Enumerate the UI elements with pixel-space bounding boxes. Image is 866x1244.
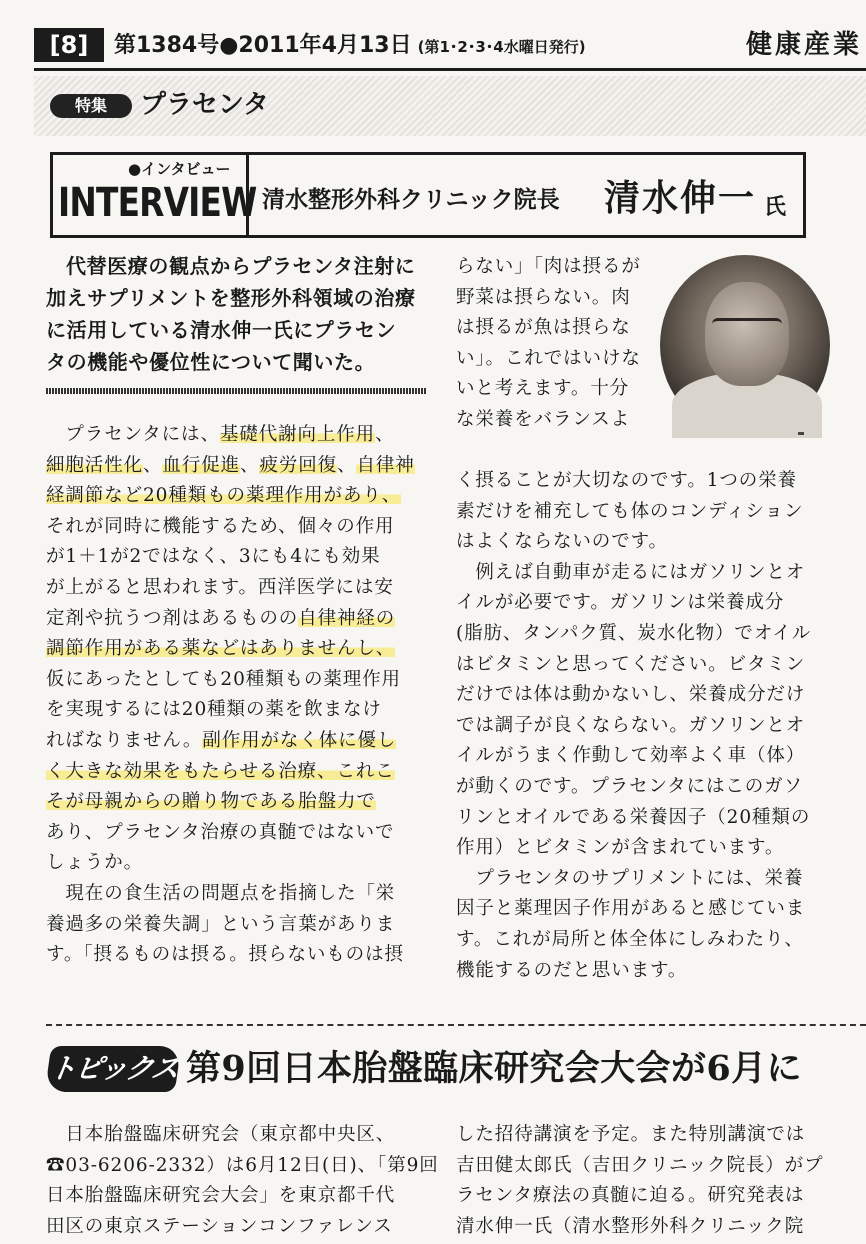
highlighted-text: 基礎代謝向上作用 — [219, 424, 376, 445]
photo-mark — [798, 432, 804, 435]
lead-line: 代替医療の観点からプラセンタ注射に — [66, 254, 416, 278]
body-text: 、 — [240, 454, 260, 476]
lead-line: に活用している清水伸一氏にプラセン — [46, 318, 397, 342]
body-line: 作用）とビタミンが含まれています。 — [456, 837, 785, 859]
body-line: は摂るが魚は摂らな — [456, 317, 631, 339]
body-line: リンとオイルである栄養因子（20種類の — [456, 806, 811, 828]
body-line: 日本胎盤臨床研究会（東京都中央区、 — [46, 1124, 396, 1145]
feature-title: プラセンタ — [140, 90, 269, 120]
body-line — [46, 451, 426, 482]
body-line — [46, 512, 426, 543]
highlighted-text: 副作用がなく体に優し — [202, 729, 397, 751]
highlighted-text: 血行促進 — [162, 454, 241, 476]
body-line: す。これが局所と体全体にしみわたり、 — [456, 928, 804, 950]
highlighted-text: 調節作用がある薬などはありませんし、 — [46, 638, 396, 660]
body-line: く摂ることが大切なのです。1つの栄養 — [456, 470, 797, 491]
body-text: プラセンタには、 — [46, 424, 220, 445]
body-text: 養過多の栄養失調」という言葉がありま — [46, 913, 396, 935]
body-line: プラセンタのサプリメントには、栄養 — [456, 867, 804, 889]
body-line: (脂肪、タンパク質、炭水化物）でオイル — [456, 622, 812, 644]
body-text: 、 — [337, 454, 357, 476]
topics-headline: 第9回日本胎盤臨床研究会大会が6月に — [186, 1048, 802, 1089]
interview-kicker: ●インタビュー — [128, 160, 231, 178]
article-lead — [46, 250, 426, 378]
body-line: 日本胎盤臨床研究会大会」を東京都千代 — [46, 1185, 396, 1207]
body-line — [46, 757, 426, 788]
interviewee-honorific: 氏 — [764, 194, 787, 220]
body-line: イルが必要です。ガソリンは栄養成分 — [456, 592, 785, 614]
body-text: ればなりません。 — [46, 729, 203, 751]
body-text: を実現するには20種類の薬を飲まなけ — [46, 699, 382, 721]
lead-divider — [46, 388, 426, 394]
body-line — [46, 542, 426, 573]
body-line: 野菜は摂らない。肉 — [456, 286, 631, 308]
body-line: が動くのです。プラセンタにはこのガソ — [456, 775, 803, 797]
lead-line: 加えサプリメントを整形外科領域の治療 — [46, 286, 416, 310]
body-line: い」。これではいけな — [456, 347, 641, 369]
body-text: 仮にあったとしても20種類もの薬理作用 — [46, 668, 401, 690]
feature-tag: 特集 — [50, 94, 132, 118]
body-line: 素だけを補充しても体のコンディション — [456, 500, 804, 522]
body-text: あり、プラセンタ治療の真髄ではないで — [46, 821, 395, 843]
section-divider — [46, 1024, 866, 1026]
article-right-column — [456, 466, 816, 986]
body-text: す。「摂るものは摂る。摂らないものは摂 — [46, 944, 404, 966]
highlighted-text: 自律神 — [356, 454, 415, 476]
body-line: 機能するのだと思います。 — [456, 959, 688, 981]
article-left-column — [46, 420, 426, 971]
lead-line: タの機能や優位性について聞いた。 — [46, 350, 376, 374]
body-line: 吉田健太郎氏（吉田クリニック院長）がプ — [456, 1154, 824, 1176]
body-line: だけでは体は動かないし、栄養成分だけ — [456, 684, 806, 706]
body-line — [46, 604, 426, 635]
body-line: はビタミンと思ってください。ビタミン — [456, 653, 806, 675]
highlighted-text: 疲労回復 — [259, 454, 338, 476]
body-line: ラセンタ療法の真髄に迫る。研究発表は — [456, 1185, 805, 1207]
body-text: 、 — [143, 454, 163, 476]
body-line — [46, 665, 426, 696]
newspaper-name: 健康産業 — [746, 30, 863, 60]
topics-right-column — [456, 1120, 826, 1242]
body-line — [46, 695, 426, 726]
body-line: な栄養をバランスよ — [456, 408, 631, 430]
body-line: した招待講演を予定。また特別講演では — [456, 1124, 806, 1145]
interviewee-affiliation: 清水整形外科クリニック院長 — [262, 187, 560, 213]
highlighted-text: 経調節など20種類もの薬理作用があり、 — [46, 485, 402, 507]
masthead-rule — [34, 68, 866, 71]
body-line: ☎03-6206-2332）は6月12日(日)、「第9回 — [46, 1154, 439, 1176]
body-line — [46, 940, 426, 971]
body-text: しょうか。 — [46, 852, 144, 874]
body-text: 現在の食生活の問題点を指摘した「栄 — [46, 882, 396, 904]
body-text: 、 — [375, 424, 395, 445]
body-line: 清水伸一氏（清水整形外科クリニック院 — [456, 1215, 805, 1237]
photo-glasses — [712, 318, 782, 337]
body-line: いと考えます。十分 — [456, 378, 630, 400]
interviewee-name: 清水伸一 — [604, 177, 757, 219]
body-line — [46, 910, 426, 941]
publication-schedule: (第1･2･3･4水曜日発行) — [417, 38, 586, 56]
body-line — [46, 879, 426, 910]
issue-date: 第1384号●2011年4月13日 — [114, 33, 412, 58]
interview-logo: INTERVIEW — [58, 180, 257, 226]
body-line: 因子と薬理因子作用があると感じていま — [456, 898, 806, 920]
body-text: が1＋1が2ではなく、3にも4にも効果 — [46, 546, 381, 568]
body-line: イルがうまく作動して効率よく車（体） — [456, 745, 806, 767]
body-line — [46, 818, 426, 849]
body-line: はよくならないのです。 — [456, 531, 668, 553]
body-line — [46, 726, 426, 757]
topics-logo: トピックス — [45, 1046, 181, 1092]
body-line — [46, 573, 426, 604]
issue-info — [114, 30, 586, 62]
body-line: らない」「肉は摂るが — [456, 256, 641, 277]
body-line: では調子が良くならない。ガソリンとオ — [456, 714, 806, 736]
highlighted-text: 細胞活性化 — [46, 454, 144, 476]
topics-left-column — [46, 1120, 439, 1242]
page-number: [8] — [34, 28, 104, 62]
body-line — [46, 848, 426, 879]
highlighted-text: 自律神経の — [298, 607, 396, 629]
article-right-column-top — [456, 252, 646, 436]
body-line: 田区の東京ステーションコンファレンス — [46, 1215, 393, 1237]
body-line — [46, 787, 426, 818]
body-line — [46, 481, 426, 512]
body-line — [46, 634, 426, 665]
body-line: 例えば自動車が走るにはガソリンとオ — [456, 561, 806, 583]
highlighted-text: そが母親からの贈り物である胎盤力で — [46, 791, 376, 813]
highlighted-text: く大きな効果をもたらせる治療、これこ — [46, 760, 395, 782]
body-text: それが同時に機能するため、個々の作用 — [46, 515, 395, 537]
body-line — [46, 420, 426, 451]
body-text: 定剤や抗うつ剤はあるものの — [46, 607, 299, 629]
body-text: が上がると思われます。西洋医学には安 — [46, 576, 394, 598]
